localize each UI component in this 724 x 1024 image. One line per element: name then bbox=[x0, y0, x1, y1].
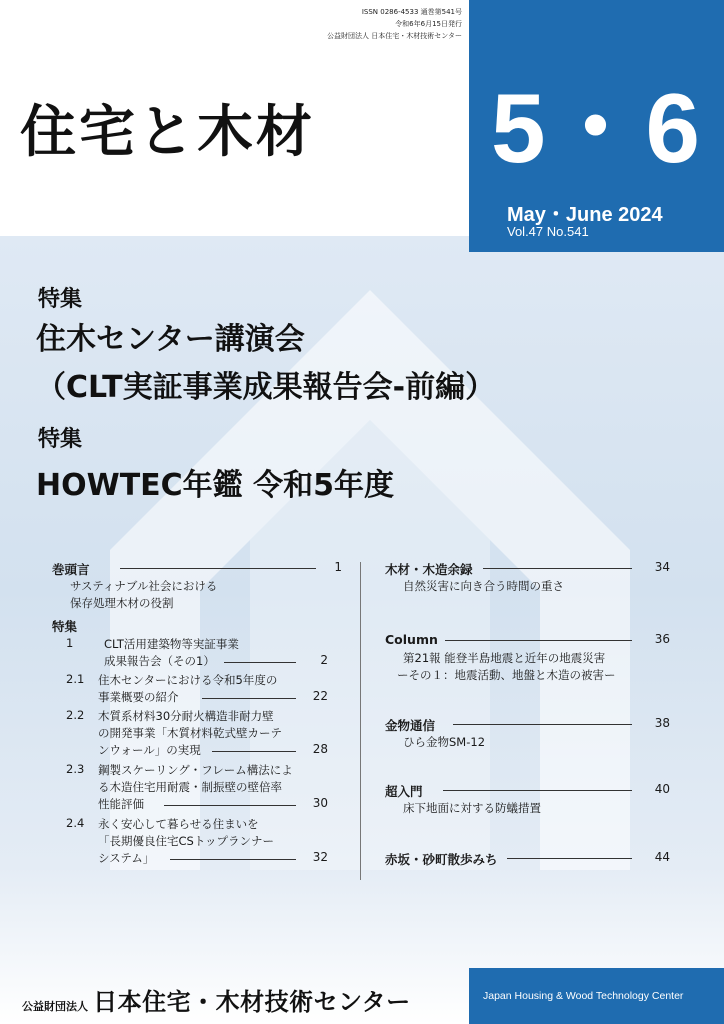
toc-item-text: ンウォール」の実現 bbox=[98, 743, 201, 757]
leader-line bbox=[202, 698, 296, 699]
leader-line bbox=[445, 640, 632, 641]
toc-item-number: 2.2 bbox=[66, 708, 85, 722]
toc-page: 30 bbox=[312, 796, 328, 810]
toc-section-title: 特集 bbox=[52, 619, 78, 634]
toc-item-number: 2.4 bbox=[66, 816, 85, 830]
leader-line bbox=[120, 568, 316, 569]
leader-line bbox=[483, 568, 632, 569]
toc-item-text: る木造住宅用耐震・制振壁の壁倍率 bbox=[98, 780, 282, 794]
leader-line bbox=[224, 662, 296, 663]
publish-date-text: 令和6年6月15日発行 bbox=[395, 20, 462, 28]
org-english-name: Japan Housing & Wood Technology Center bbox=[483, 990, 684, 1002]
toc-item-text: 成果報告会（その1） bbox=[104, 654, 215, 668]
footer-organization bbox=[22, 982, 411, 1017]
toc-item-text: 「長期優良住宅CSトップランナー bbox=[98, 834, 274, 848]
toc-section-title: Column bbox=[385, 632, 438, 647]
toc-item-column[interactable] bbox=[385, 632, 670, 682]
toc-item-text: CLT活用建築物等実証事業 bbox=[104, 637, 239, 651]
toc-item-kanamono[interactable] bbox=[385, 716, 670, 749]
leader-line bbox=[507, 858, 632, 859]
toc-subtitle: 保存処理木材の役割 bbox=[70, 596, 174, 610]
toc-item-text: 鋼製スケーリング・フレーム構法によ bbox=[98, 763, 293, 777]
toc-page: 28 bbox=[312, 742, 328, 756]
feature-title-1-line2: （CLT実証事業成果報告会‐前編） bbox=[36, 370, 496, 405]
publisher-small-text: 公益財団法人 日本住宅・木材技術センター bbox=[327, 32, 462, 40]
leader-line bbox=[443, 790, 632, 791]
toc-section-title: 巻頭言 bbox=[52, 562, 90, 577]
toc-item-text: 永く安心して暮らせる住まいを bbox=[98, 817, 259, 831]
toc-subtitle: サスティナブル社会における bbox=[70, 579, 218, 593]
toc-subtitle: 自然災害に向き合う時間の重さ bbox=[403, 579, 564, 593]
leader-line bbox=[164, 805, 296, 806]
feature-label-1: 特集 bbox=[38, 287, 83, 312]
toc-item-text: の開発事業「木質材料乾式壁カーテ bbox=[98, 726, 282, 740]
toc-page: 22 bbox=[312, 689, 328, 703]
toc-page: 44 bbox=[654, 850, 670, 864]
toc-page: 40 bbox=[654, 782, 670, 796]
toc-subtitle: 第21報 能登半島地震と近年の地震災害 bbox=[403, 651, 606, 665]
toc-item-sanpo[interactable] bbox=[385, 850, 670, 868]
org-name: 日本住宅・木材技術センター bbox=[93, 988, 411, 1016]
toc-page: 36 bbox=[654, 632, 670, 646]
toc-section-special bbox=[52, 617, 342, 635]
leader-line bbox=[212, 751, 296, 752]
toc-item-number: 2.3 bbox=[66, 762, 85, 776]
toc-subtitle: ひら金物SM-12 bbox=[403, 735, 486, 749]
feature-title-2: HOWTEC年鑑 令和5年度 bbox=[36, 468, 394, 503]
toc-item-number: 1 bbox=[66, 636, 74, 650]
toc-section-title: 金物通信 bbox=[385, 718, 436, 733]
toc-item-mokuzai[interactable] bbox=[385, 560, 670, 593]
magazine-title: 住宅と木材 bbox=[20, 100, 315, 165]
issue-date: May・June 2024 bbox=[507, 204, 663, 226]
feature-label-2: 特集 bbox=[38, 427, 83, 452]
feature-title-1-line1: 住木センター講演会 bbox=[36, 322, 305, 357]
toc-item-text: 性能評価 bbox=[98, 797, 144, 811]
toc-item-text: システム」 bbox=[98, 851, 155, 865]
toc-page: 2 bbox=[320, 653, 328, 667]
toc-item-text: 事業概要の紹介 bbox=[98, 690, 179, 704]
toc-item-preface[interactable] bbox=[52, 560, 342, 610]
toc-item-text: 住木センターにおける令和5年度の bbox=[98, 673, 278, 687]
leader-line bbox=[170, 859, 296, 860]
toc-section-title: 赤坂・砂町散歩みち bbox=[385, 852, 498, 867]
toc-divider bbox=[360, 562, 361, 880]
toc-page: 1 bbox=[334, 560, 342, 574]
leader-line bbox=[453, 724, 632, 725]
issue-box bbox=[469, 0, 724, 252]
toc-page: 34 bbox=[654, 560, 670, 574]
footer-bar bbox=[469, 968, 724, 1024]
toc-subtitle: 床下地面に対する防蟻措置 bbox=[403, 801, 541, 815]
toc-section-title: 木材・木造余録 bbox=[385, 562, 473, 577]
toc-item-number: 2.1 bbox=[66, 672, 85, 686]
issue-number: 5・6 bbox=[491, 73, 702, 183]
org-prefix: 公益財団法人 bbox=[22, 1000, 88, 1013]
toc-item-chonyumon[interactable] bbox=[385, 782, 670, 815]
toc-item-text: 木質系材料30分耐火構造非耐力壁 bbox=[98, 709, 274, 723]
toc-page: 32 bbox=[312, 850, 328, 864]
issue-volume: Vol.47 No.541 bbox=[507, 224, 589, 239]
toc-section-title: 超入門 bbox=[385, 784, 423, 799]
issn-text: ISSN 0286-4533 通巻第541号 bbox=[361, 8, 462, 16]
toc-subtitle: ーその１：地震活動、地盤と木造の被害ー bbox=[397, 668, 616, 682]
toc-page: 38 bbox=[654, 716, 670, 730]
